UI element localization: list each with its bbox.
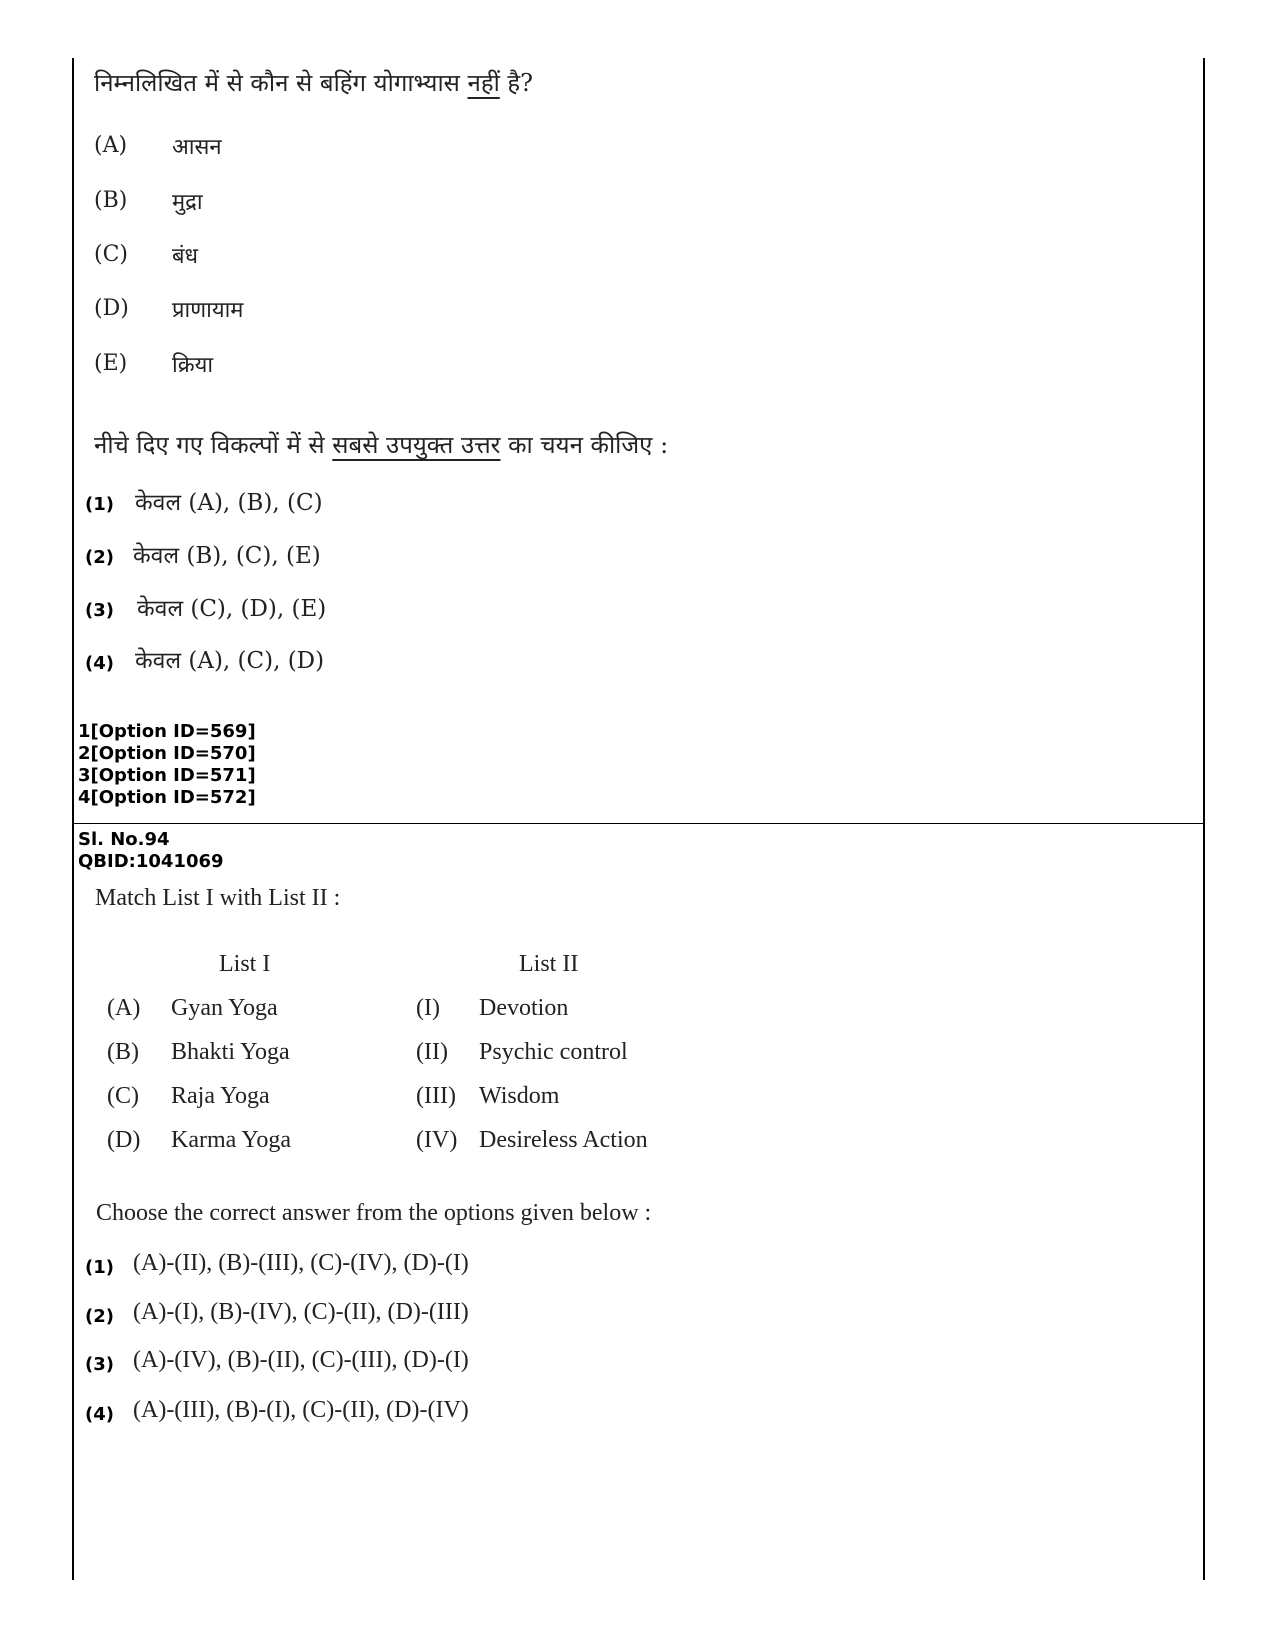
q93-option-e-letter: (E) (94, 351, 128, 376)
list1-row-d-letter: (D) (107, 1127, 141, 1153)
q93-stem-underlined: नहीं (467, 69, 500, 97)
q93-option-d-letter: (D) (94, 296, 129, 321)
q94-answer-2-number: (2) (85, 1306, 114, 1327)
q93-answer-4-text: केवल (A), (C), (D) (135, 648, 325, 674)
list2-row-ii-number: (II) (416, 1039, 448, 1065)
q93-answer-3-text: केवल (C), (D), (E) (137, 596, 327, 622)
q93-answer-3-number: (3) (85, 600, 114, 621)
list1-row-c-letter: (C) (107, 1083, 139, 1109)
q93-instruction-after: का चयन कीजिए : (500, 431, 669, 459)
list1-row-b-letter: (B) (107, 1039, 139, 1065)
q93-stem (94, 66, 533, 99)
list2-row-i-number: (I) (416, 995, 440, 1021)
q93-option-a-text: आसन (172, 135, 222, 160)
list1-row-a-text: Gyan Yoga (171, 995, 278, 1021)
list2-row-iii-number: (III) (416, 1083, 456, 1109)
option-id-2: 2[Option ID=570] (78, 743, 256, 764)
q94-stem: Match List I with List II : (95, 885, 341, 911)
option-id-3: 3[Option ID=571] (78, 765, 256, 786)
q94-answer-3-number: (3) (85, 1354, 114, 1375)
q93-answer-1-number: (1) (85, 494, 114, 515)
q93-answer-2-number: (2) (85, 547, 114, 568)
option-id-1: 1[Option ID=569] (78, 721, 256, 742)
q93-option-b-text: मुद्रा (172, 190, 203, 215)
q93-option-a-letter: (A) (94, 133, 128, 158)
q93-option-b-letter: (B) (94, 188, 128, 213)
q94-answer-1-text: (A)-(II), (B)-(III), (C)-(IV), (D)-(I) (133, 1250, 469, 1276)
list1-header: List I (219, 951, 271, 977)
sl-no: Sl. No.94 (78, 829, 170, 850)
q93-option-e-text: क्रिया (172, 353, 214, 378)
list2-row-iv-number: (IV) (416, 1127, 458, 1153)
q94-instruction: Choose the correct answer from the options given below : (96, 1200, 652, 1226)
qbid: QBID:1041069 (78, 851, 224, 872)
q93-instruction-underlined: सबसे उपयुक्त उत्तर (332, 431, 501, 459)
list2-row-i-text: Devotion (479, 995, 569, 1021)
list1-row-b-text: Bhakti Yoga (171, 1039, 290, 1065)
list2-row-iii-text: Wisdom (479, 1083, 560, 1109)
q94-answer-3-text: (A)-(IV), (B)-(II), (C)-(III), (D)-(I) (133, 1347, 469, 1373)
list1-row-d-text: Karma Yoga (171, 1127, 291, 1153)
option-id-4: 4[Option ID=572] (78, 787, 256, 808)
q93-stem-before: निम्नलिखित में से कौन से बहिंग योगाभ्यास (94, 69, 468, 97)
q93-answer-2-text: केवल (B), (C), (E) (133, 543, 321, 569)
list1-row-c-text: Raja Yoga (171, 1083, 270, 1109)
q94-answer-1-number: (1) (85, 1257, 114, 1278)
q93-stem-after: है? (499, 69, 534, 97)
q93-answer-1-text: केवल (A), (B), (C) (135, 490, 323, 516)
right-border (1203, 58, 1205, 1580)
q93-instruction-before: नीचे दिए गए विकल्पों में से (94, 431, 333, 459)
question-divider (72, 823, 1205, 824)
q94-answer-4-text: (A)-(III), (B)-(I), (C)-(II), (D)-(IV) (133, 1397, 469, 1423)
q94-answer-2-text: (A)-(I), (B)-(IV), (C)-(II), (D)-(III) (133, 1299, 469, 1325)
list1-row-a-letter: (A) (107, 995, 141, 1021)
q93-option-d-text: प्राणायाम (172, 298, 244, 323)
list2-row-iv-text: Desireless Action (479, 1127, 648, 1153)
q93-option-c-letter: (C) (94, 242, 128, 267)
q93-option-c-text: बंध (172, 244, 199, 269)
left-border (72, 58, 74, 1580)
q93-instruction (94, 428, 668, 461)
list2-row-ii-text: Psychic control (479, 1039, 628, 1065)
q93-answer-4-number: (4) (85, 653, 114, 674)
q94-answer-4-number: (4) (85, 1404, 114, 1425)
list2-header: List II (519, 951, 579, 977)
